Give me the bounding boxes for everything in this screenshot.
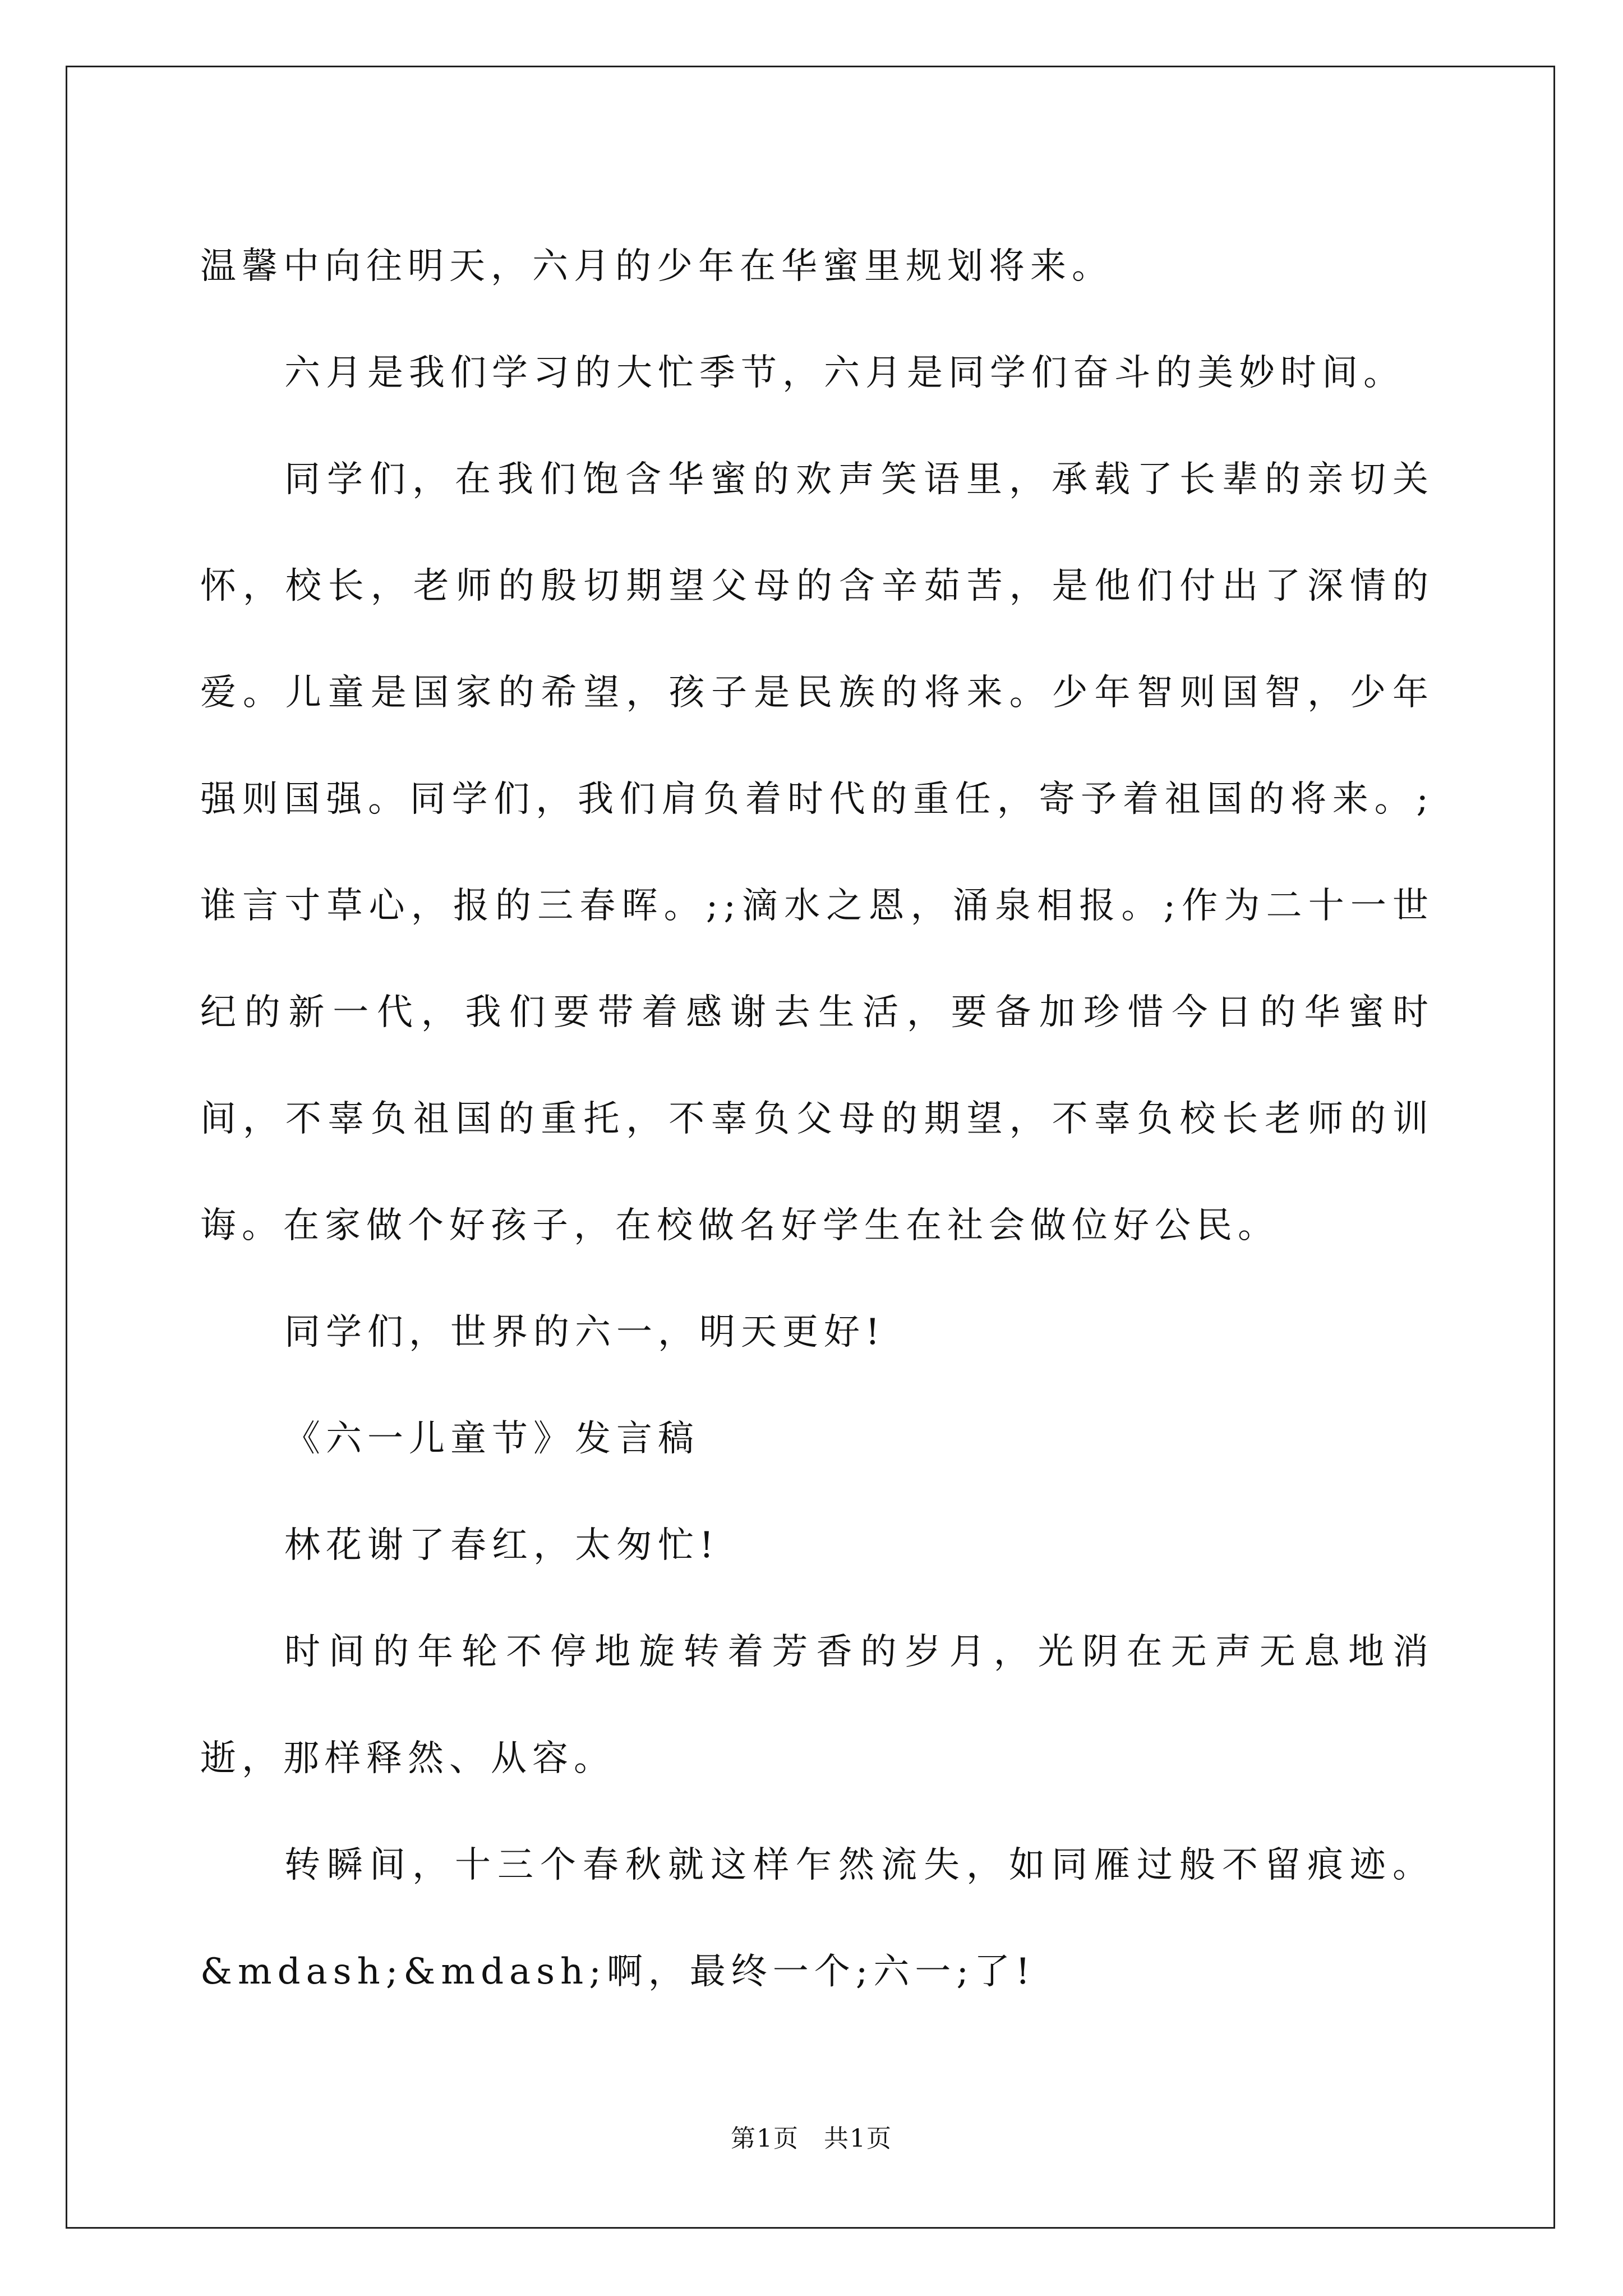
paragraph: 温馨中向往明天，六月的少年在华蜜里规划将来。 <box>200 246 1113 287</box>
document-body <box>200 213 1434 2025</box>
page-footer <box>0 2118 1623 2154</box>
paragraph: 同学们，在我们饱含华蜜的欢声笑语里，承载了长辈的亲切关怀，校长，老师的殷切期望父母的含辛茹苦，是他们付出了深情的爱。儿童是国家的希望，孩子是民族的将来。少年智则国智，少年强则国强。同学们，我们肩负着时代的重任，寄予着祖国的将来。;谁言寸草心，报的三春晖。;;滴水之恩，涌泉相报。;作为二十一世纪的新一代，我们要带着感谢去生活，要备加珍惜今日的华蜜时间，不辜负祖国的重托，不辜负父母的期望，不辜负校长老师的训诲。在家做个好孩子，在校做名好学生在社会做位好公民。 <box>200 459 1434 1246</box>
paragraph: 六月是我们学习的大忙季节，六月是同学们奋斗的美妙时间。 <box>284 352 1405 394</box>
paragraph: 转瞬间，十三个春秋就这样乍然流失，如同雁过般不留痕迹。&mdash;&mdash;啊，最终一个;六一;了! <box>200 1844 1434 1993</box>
paragraph: 林花谢了春红，太匆忙! <box>284 1525 720 1566</box>
page-total: 共1页 <box>824 2124 892 2153</box>
document-heading: 《六一儿童节》发言稿 <box>284 1418 699 1460</box>
page-number: 第1页 <box>731 2124 799 2153</box>
paragraph: 时间的年轮不停地旋转着芳香的岁月，光阴在无声无息地消逝，那样释然、从容。 <box>200 1631 1434 1779</box>
paragraph: 同学们，世界的六一，明天更好! <box>284 1312 886 1353</box>
